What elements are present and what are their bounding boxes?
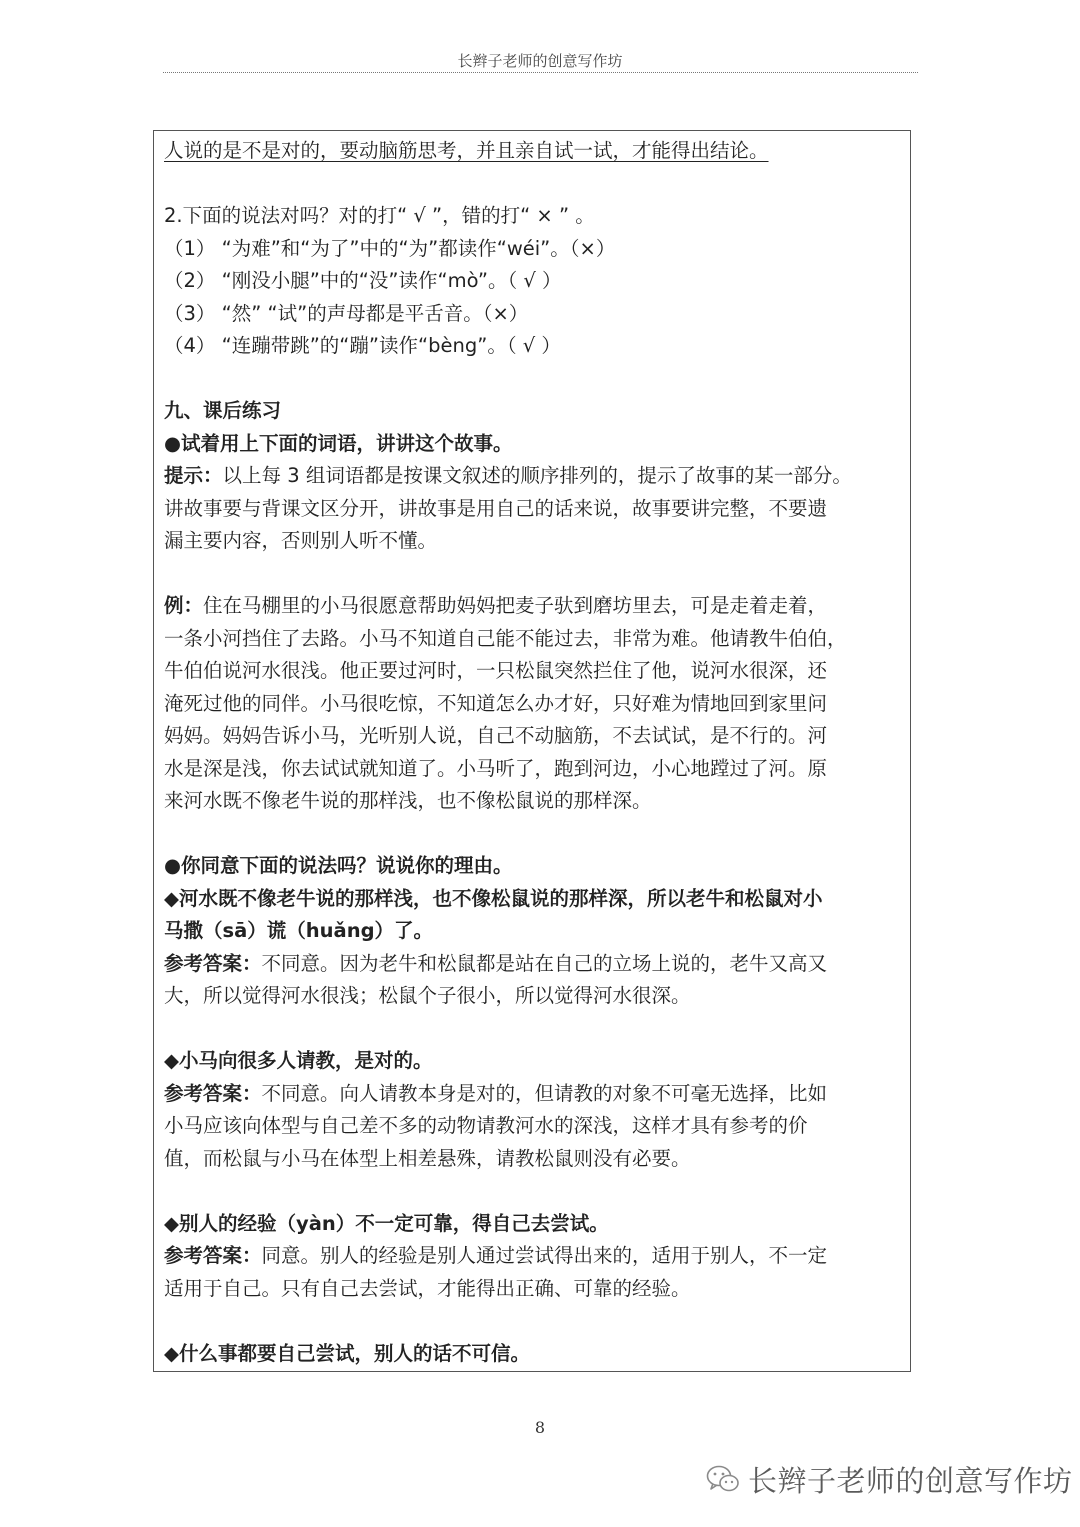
answer-3-line [164,1240,904,1273]
content-frame [153,130,911,1372]
hint-text: 以上每 3 组词语都是按课文叙述的顺序排列的，提示了故事的某一部分。 [222,464,852,487]
example-line: 来河水既不像老牛说的那样浅，也不像松鼠说的那样深。 [164,789,652,812]
example-line: 妈妈。妈妈告诉小马，光听别人说，自己不动脑筋，不去试试，是不行的。河 [164,724,828,747]
answer-label: 参考答案： [164,1244,262,1267]
statement-3: ◆别人的经验（yàn）不一定可靠，得自己去尝试。 [164,1211,609,1235]
wechat-icon [706,1464,740,1494]
header-divider [163,72,918,73]
example-line: 牛伯伯说河水很浅。他正要过河时，一只松鼠突然拦住了他，说河水很深，还 [164,659,828,682]
page-header-title: 长辫子老师的创意写作坊 [457,52,623,70]
answer-text: 不同意。因为老牛和松鼠都是站在自己的立场上说的，老牛又高又 [261,951,828,975]
statement-4: ◆什么事都要自己尝试，别人的话不可信。 [164,1341,530,1365]
conclusion-text: 人说的是不是对的，要动脑筋思考，并且亲自试一试，才能得出结论。 [164,139,769,162]
task-1-prompt: ●试着用上下面的词语，讲讲这个故事。 [164,431,513,455]
answer-label: 参考答案： [164,1081,262,1105]
example-line [164,590,904,623]
statement-2: ◆小马向很多人请教，是对的。 [164,1049,433,1072]
statement-1: 马撒（sā）谎（huǎng）了。 [164,919,434,942]
answer-3-line: 适用于自己。只有自己去尝试，才能得出正确、可靠的经验。 [164,1276,691,1300]
hint-label: 提示： [164,464,223,487]
example-line: 水是深是浅，你去试试就知道了。小马听了，跑到河边，小心地蹚过了河。原 [164,756,828,780]
answer-2-line: 值，而松鼠与小马在体型上相差悬殊，请教松鼠则没有必要。 [164,1146,691,1170]
question-2-title: 2.下面的说法对吗？对的打“ √ ”，错的打“ × ” 。 [164,204,595,227]
section-heading: 九、课后练习 [164,399,282,422]
example-line: 淹死过他的同伴。小马很吃惊，不知道怎么办才好，只好难为情地回到家里问 [164,691,828,715]
watermark [706,1459,1073,1499]
answer-1-line: 大，所以觉得河水很浅；松鼠个子很小，所以觉得河水很深。 [164,984,691,1007]
watermark-text: 长辫子老师的创意写作坊 [748,1463,1073,1498]
question-2-item: （4） “连蹦带跳”的“蹦”读作“bèng”。（ √ ） [164,334,561,357]
example-label: 例： [164,594,204,617]
hint-line [164,460,904,493]
hint-line: 漏主要内容，否则别人听不懂。 [164,529,438,552]
example-text: 住在马棚里的小马很愿意帮助妈妈把麦子驮到磨坊里去，可是走着走着， [203,594,828,617]
question-2-item: （1） “为难”和“为了”中的“为”都读作“wéi”。（×） [164,236,616,260]
answer-1-line [164,948,904,981]
page-number: 8 [534,1418,546,1437]
answer-2-line: 小马应该向体型与自己差不多的动物请教河水的深浅，这样才具有参考的价 [164,1114,808,1137]
task-2-prompt: ●你同意下面的说法吗？说说你的理由。 [164,854,513,877]
answer-2-line [164,1078,904,1111]
hint-line: 讲故事要与背课文区分开，讲故事是用自己的话来说，故事要讲完整，不要遗 [164,496,828,520]
example-line: 一条小河挡住了去路。小马不知道自己能不能过去，非常为难。他请教牛伯伯， [164,626,847,650]
answer-text: 不同意。向人请教本身是对的，但请教的对象不可毫无选择，比如 [261,1081,828,1105]
question-2-item: （3） “然” “试”的声母都是平舌音。（×） [164,301,529,325]
question-2-item: （2） “刚没小腿”中的“没”读作“mò”。（ √ ） [164,269,562,292]
content-body [164,135,904,1370]
answer-text: 同意。别人的经验是别人通过尝试得出来的，适用于别人，不一定 [261,1244,828,1267]
statement-1: ◆河水既不像老牛说的那样浅，也不像松鼠说的那样深，所以老牛和松鼠对小 [164,886,823,910]
answer-label: 参考答案： [164,951,262,975]
